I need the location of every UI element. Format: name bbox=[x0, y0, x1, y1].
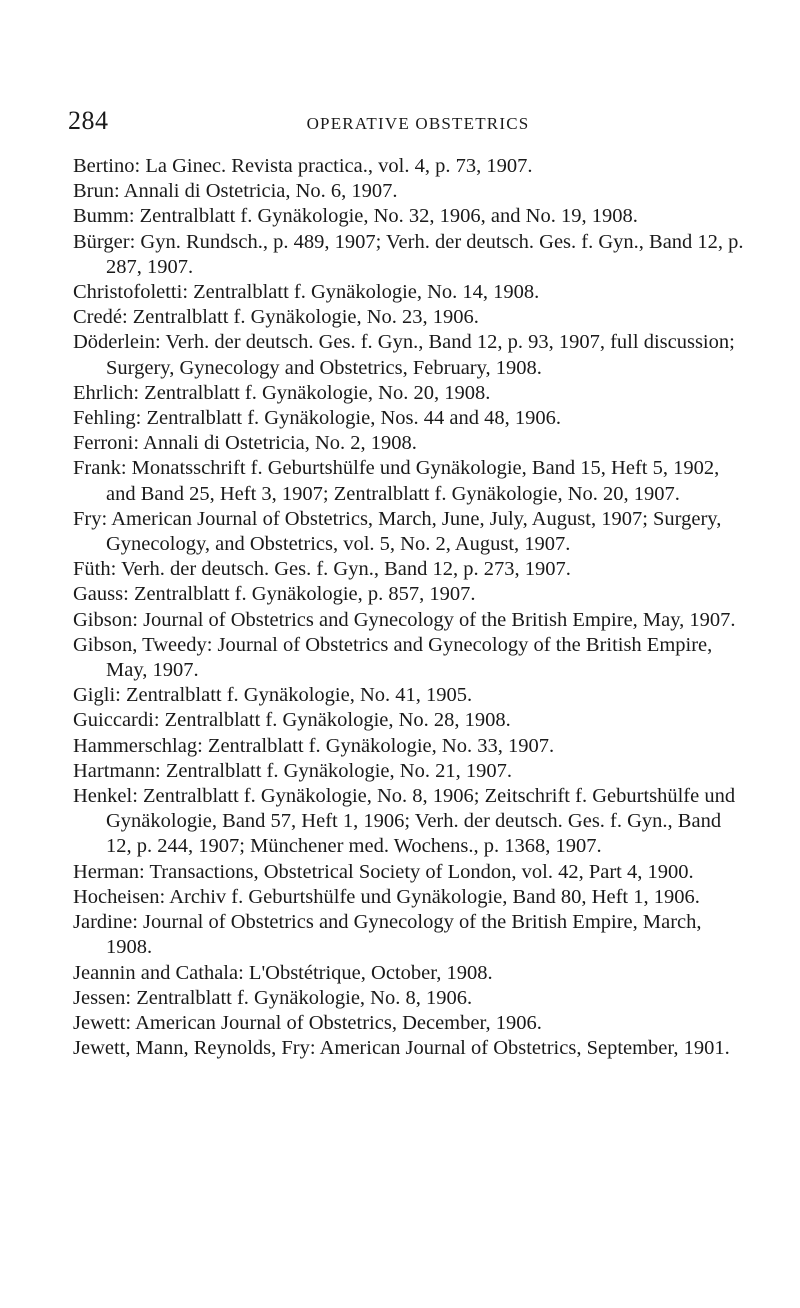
reference-entry bbox=[73, 204, 745, 229]
reference-citation: Verh. der deutsch. Ges. f. Gyn., Band 12, p. 93, 1907, full discussion; Surgery, Gynecology and Obstetrics, February, 1908. bbox=[106, 331, 735, 379]
reference-citation: American Journal of Obstetrics, December, 1906. bbox=[135, 1011, 542, 1034]
reference-entry bbox=[73, 633, 745, 683]
reference-author: Ferroni : bbox=[73, 432, 143, 454]
reference-citation: Zentralblatt f. Gynäkologie, No. 14, 1908. bbox=[193, 281, 540, 304]
reference-entry bbox=[73, 582, 745, 607]
reference-citation: L'Obstétrique, October, 1908. bbox=[248, 961, 493, 984]
reference-entry bbox=[73, 431, 745, 456]
reference-entry bbox=[73, 507, 745, 557]
reference-citation: Journal of Obstetrics and Gynecology of the British Empire, May, 1907. bbox=[106, 633, 713, 682]
reference-author: Bürger : bbox=[73, 231, 140, 253]
reference-citation: Journal of Obstetrics and Gynecology of the British Empire, May, 1907. bbox=[143, 608, 736, 631]
reference-citation: Monatsschrift f. Geburtshülfe und Gynäkologie, Band 15, Heft 5, 1902, and Band 25, Heft 3, 1907; Zentralblatt f. Gynäkologie, No. 20, 1907. bbox=[106, 457, 720, 505]
reference-citation: Journal of Obstetrics and Gynecology of the British Empire, March, 1908. bbox=[106, 911, 702, 959]
reference-author: Jessen : bbox=[73, 987, 136, 1009]
reference-entry bbox=[73, 910, 745, 960]
page-header bbox=[68, 106, 728, 136]
reference-entry bbox=[73, 1011, 745, 1036]
reference-entry bbox=[73, 961, 745, 986]
reference-entry bbox=[73, 608, 745, 633]
reference-author: Bertino : bbox=[73, 155, 145, 177]
reference-citation: Zentralblatt f. Gynäkologie, Nos. 44 and 48, 1906. bbox=[146, 407, 561, 430]
reference-citation: Zentralblatt f. Gynäkologie, No. 28, 1908. bbox=[164, 709, 511, 732]
reference-author: Gigli : bbox=[73, 684, 126, 706]
reference-author: Frank : bbox=[73, 457, 132, 479]
reference-citation: Annali di Ostetricia, No. 6, 1907. bbox=[123, 180, 398, 203]
reference-citation: Zentralblatt f. Gynäkologie, p. 857, 1907. bbox=[133, 583, 476, 606]
reference-entry bbox=[73, 305, 745, 330]
reference-entry bbox=[73, 759, 745, 784]
reference-citation: American Journal of Obstetrics, March, June, July, August, 1907; Surgery, Gynecology, and Obstetrics, vol. 5, No. 2, August, 1907. bbox=[106, 507, 722, 556]
reference-author: Henkel : bbox=[73, 785, 143, 807]
reference-author: Füth : bbox=[73, 558, 121, 580]
reference-entry bbox=[73, 456, 745, 506]
reference-author: Ehrlich : bbox=[73, 382, 144, 404]
reference-author: Döderlein : bbox=[73, 331, 165, 353]
reference-author: Gibson : bbox=[73, 609, 143, 631]
reference-entry bbox=[73, 280, 745, 305]
reference-entry bbox=[73, 557, 745, 582]
reference-author: Jewett : bbox=[73, 1012, 135, 1034]
reference-citation: Transactions, Obstetrical Society of London, vol. 42, Part 4, 1900. bbox=[149, 860, 694, 883]
reference-list bbox=[73, 154, 745, 1061]
reference-entry bbox=[73, 734, 745, 759]
reference-entry bbox=[73, 1036, 745, 1061]
reference-author: Hartmann : bbox=[73, 760, 166, 782]
reference-author: Gibson, Tweedy : bbox=[73, 634, 218, 656]
reference-author: Bumm : bbox=[73, 205, 140, 227]
reference-entry bbox=[73, 154, 745, 179]
reference-citation: Zentralblatt f. Gynäkologie, No. 33, 1907. bbox=[207, 734, 555, 757]
reference-author: Guiccardi : bbox=[73, 709, 165, 731]
reference-citation: Zentralblatt f. Gynäkologie, No. 8, 1906; Zeitschrift f. Geburtshülfe und Gynäkologie, Band 57, Heft 1, 1906; Verh. der deutsch. Ges. f. Gyn., Band 12, p. 244, 1907; Münchener med. Wochens., p. 1368, 1907. bbox=[106, 785, 736, 858]
reference-citation: Gyn. Rundsch., p. 489, 1907; Verh. der deutsch. Ges. f. Gyn., Band 12, p. 287, 1907. bbox=[106, 230, 744, 278]
reference-author: Hammerschlag : bbox=[73, 735, 208, 757]
reference-entry bbox=[73, 330, 745, 380]
reference-entry bbox=[73, 406, 745, 431]
reference-citation: Zentralblatt f. Gynäkologie, No. 41, 1905. bbox=[125, 684, 473, 707]
reference-entry bbox=[73, 986, 745, 1011]
reference-author: Jardine : bbox=[73, 911, 143, 933]
reference-entry bbox=[73, 885, 745, 910]
reference-author: Fehling : bbox=[73, 407, 146, 429]
reference-entry bbox=[73, 708, 745, 733]
running-title: OPERATIVE OBSTETRICS bbox=[306, 114, 530, 133]
reference-author: Brun : bbox=[73, 180, 124, 202]
reference-citation: La Ginec. Revista practica., vol. 4, p. 73, 1907. bbox=[145, 155, 533, 177]
reference-citation: Zentralblatt f. Gynäkologie, No. 32, 1906, and No. 19, 1908. bbox=[139, 205, 638, 228]
reference-author: Christofoletti : bbox=[73, 281, 193, 303]
reference-author: Herman : bbox=[73, 861, 149, 883]
reference-citation: Zentralblatt f. Gynäkologie, No. 21, 1907. bbox=[165, 759, 512, 782]
reference-citation: Zentralblatt f. Gynäkologie, No. 23, 1906. bbox=[132, 306, 479, 329]
reference-author: Fry : bbox=[73, 508, 111, 530]
reference-citation: Annali di Ostetricia, No. 2, 1908. bbox=[143, 432, 417, 455]
reference-entry bbox=[73, 381, 745, 406]
reference-entry bbox=[73, 860, 745, 885]
reference-author: Jeannin and Cathala : bbox=[73, 962, 249, 984]
page-number: 284 bbox=[68, 106, 109, 135]
reference-citation: Zentralblatt f. Gynäkologie, No. 20, 1908. bbox=[144, 381, 491, 404]
reference-entry bbox=[73, 230, 745, 280]
reference-citation: Zentralblatt f. Gynäkologie, No. 8, 1906. bbox=[136, 986, 473, 1009]
reference-citation: Archiv f. Geburtshülfe und Gynäkologie, Band 80, Heft 1, 1906. bbox=[169, 885, 700, 908]
reference-author: Jewett, Mann, Reynolds, Fry : bbox=[73, 1037, 320, 1059]
reference-citation: American Journal of Obstetrics, September, 1901. bbox=[319, 1037, 730, 1060]
reference-author: Hocheisen : bbox=[73, 886, 169, 908]
reference-entry bbox=[73, 179, 745, 204]
reference-citation: Verh. der deutsch. Ges. f. Gyn., Band 12, p. 273, 1907. bbox=[121, 558, 571, 581]
reference-entry bbox=[73, 683, 745, 708]
reference-author: Credé : bbox=[73, 306, 133, 328]
reference-author: Gauss : bbox=[73, 583, 134, 605]
reference-entry bbox=[73, 784, 745, 860]
